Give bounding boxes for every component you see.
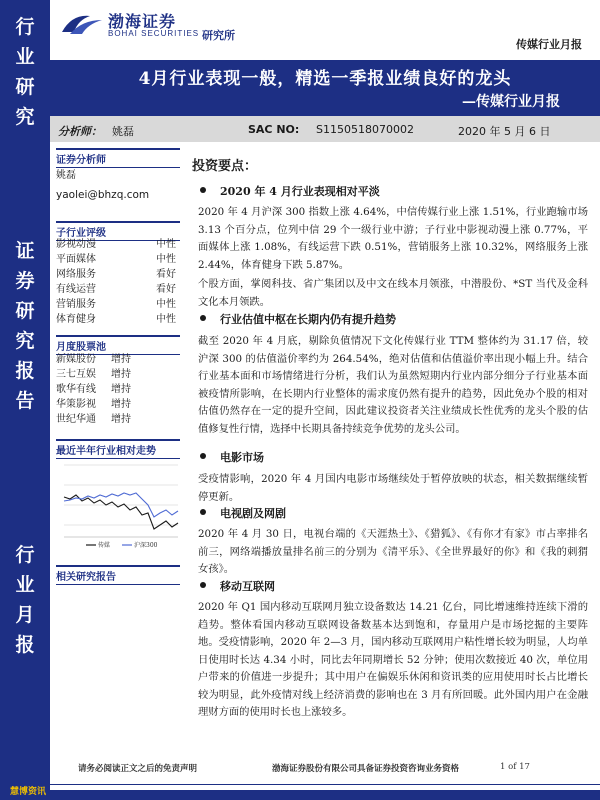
section-heading xyxy=(200,183,380,201)
section-title: 2020 年 4 月行业表现相对平淡 xyxy=(220,185,380,198)
research-dept: 研究所 xyxy=(202,29,235,42)
sidebar-char: 报 xyxy=(15,634,35,656)
rating-row xyxy=(56,237,180,252)
pool-row xyxy=(56,412,180,427)
related-reports-header: 相关研究报告 xyxy=(56,565,180,585)
pool-row xyxy=(56,397,180,412)
report-type: 传媒行业月报 xyxy=(516,38,582,51)
bullet-icon xyxy=(200,315,206,321)
section-heading xyxy=(200,311,396,329)
stock-name: 歌华有线 xyxy=(56,384,96,395)
page-number: 1 of 17 xyxy=(500,762,530,772)
section-heading xyxy=(200,505,286,523)
pool-row xyxy=(56,367,180,382)
rating-row xyxy=(56,267,180,282)
relative-trend-chart xyxy=(56,455,182,551)
sidebar-char: 研 xyxy=(15,76,35,98)
analyst-name: 姚磊 xyxy=(112,125,134,138)
stock-rating: 增持 xyxy=(111,354,131,365)
sidebar-char: 究 xyxy=(15,330,35,352)
page-header xyxy=(50,0,600,60)
paragraph: 个股方面，掌阅科技、省广集团以及中文在线本月领涨，中潜股份、*ST 当代及金科文化本月领跌。 xyxy=(198,278,588,308)
sidebar-char: 告 xyxy=(15,390,35,412)
subsector-name: 营销服务 xyxy=(56,299,96,310)
main-content xyxy=(192,142,594,782)
rating-value: 看好 xyxy=(156,284,176,295)
section-heading xyxy=(200,449,264,467)
sac-number: S1150518070002 xyxy=(316,123,414,136)
stock-rating: 增持 xyxy=(111,369,131,380)
legend-csi300: 沪深300 xyxy=(134,542,158,549)
paragraph: 2020 年 4 月沪深 300 指数上涨 4.64%，中信传媒行业上涨 1.51%，行业跑输市场 3.13 个百分点，位列中信 29 个一级行业中游；子行业中影视动漫上涨 0.77%，平面媒体上涨 1.08%，有线运营下跌 0.51%，营销服务上涨 10.32%，网络服务上涨 2.44%，体育健身下跌 5.87%。 xyxy=(198,206,588,271)
paragraph: 截至 2020 年 4 月底，剔除负值情况下文化传媒行业 TTM 整体约为 31.17 倍，较沪深 300 的估值溢价率约为 264.54%，绝对估值和估值溢价率出现小幅上升。结合行业基本面和市场情绪进行分析，我们认为虽然短期内行业内部分细分子行业基本面被疫情所影响，在长期内行业整体的需求度仍然有提升的趋势，因此免办个股的相对估值仍然存在一定的提升空间，因此建议投资者关注业绩成长性优秀的龙头个股的估值修复性行情，选择中长期具备持续竞争优势的龙头公司。 xyxy=(198,335,588,435)
subsector-name: 体育健身 xyxy=(56,314,96,325)
report-title: 4月行业表现一般，精选一季报业绩良好的龙头 xyxy=(138,69,512,89)
pool-row xyxy=(56,382,180,397)
legend-media: 传媒 xyxy=(98,542,111,549)
bohai-logo-icon xyxy=(60,10,104,38)
analyst-label: 分析师： xyxy=(58,125,102,138)
stock-rating: 增持 xyxy=(111,414,131,425)
rating-value: 看好 xyxy=(156,269,176,280)
section-title: 电影市场 xyxy=(220,451,264,464)
sidebar-char: 究 xyxy=(15,106,35,128)
bullet-icon xyxy=(200,187,206,193)
stock-name: 世纪华通 xyxy=(56,414,96,425)
subsector-name: 影视动漫 xyxy=(56,239,96,250)
subsector-name: 有线运营 xyxy=(56,284,96,295)
subsector-name: 平面媒体 xyxy=(56,254,96,265)
brand-name: 渤海证券 xyxy=(108,12,177,31)
rating-section-header: 子行业评级 xyxy=(56,221,180,241)
bullet-icon xyxy=(200,582,206,588)
bullet-icon xyxy=(200,453,206,459)
rating-row xyxy=(56,252,180,267)
sac-label: SAC NO: xyxy=(248,123,300,136)
section-heading xyxy=(200,578,275,596)
bullet-icon xyxy=(200,509,206,515)
rating-value: 中性 xyxy=(156,254,176,265)
rating-value: 中性 xyxy=(156,299,176,310)
analyst-name-left: 姚磊 xyxy=(56,170,76,181)
rating-row xyxy=(56,282,180,297)
stock-rating: 增持 xyxy=(111,399,131,410)
key-points-heading: 投资要点： xyxy=(192,159,258,174)
brand-name-en: BOHAI SECURITIES xyxy=(108,29,200,38)
report-date: 2020 年 5 月 6 日 xyxy=(458,125,551,138)
stock-pool-header: 月度股票池 xyxy=(56,335,180,355)
company-qualification: 渤海证券股份有限公司具备证券投资咨询业务资格 xyxy=(272,764,460,774)
footer-rule xyxy=(50,784,600,785)
stock-name: 三七互娱 xyxy=(56,369,96,380)
sidebar-char: 月 xyxy=(15,604,35,626)
rating-row xyxy=(56,297,180,312)
stock-name: 华策影视 xyxy=(56,399,96,410)
analyst-email[interactable]: yaolei@bhzq.com xyxy=(56,189,150,201)
footer-bar xyxy=(0,790,600,800)
section-title: 行业估值中枢在长期内仍有提升趋势 xyxy=(220,313,396,326)
trend-chart-header: 最近半年行业相对走势 xyxy=(56,439,180,459)
sidebar-char: 证 xyxy=(15,240,35,262)
report-subtitle: —传媒行业月报 xyxy=(462,94,560,110)
paragraph: 2020 年 4 月 30 日，电视台端的《天涯热土》、《猎狐》、《有你才有家》市占率排名前三，网络端播放量排名前三的分别为《清平乐》、《全世界最好的你》和《我的刺猬女孩》。 xyxy=(198,528,588,575)
left-sidebar xyxy=(0,0,50,790)
pool-row xyxy=(56,352,180,367)
paragraph: 受疫情影响，2020 年 4 月国内电影市场继续处于暂停放映的状态，相关数据继续暂停更新。 xyxy=(198,473,588,503)
section-title: 电视剧及网剧 xyxy=(220,507,286,520)
title-banner xyxy=(50,60,600,116)
rating-value: 中性 xyxy=(156,239,176,250)
subsector-name: 网络服务 xyxy=(56,269,96,280)
analyst-section-header: 证券分析师 xyxy=(56,148,180,168)
watermark-text: 慧博资讯 xyxy=(6,784,50,797)
left-column xyxy=(52,142,182,782)
section-title: 移动互联网 xyxy=(220,580,275,593)
sidebar-industry-research xyxy=(0,12,50,132)
stock-rating: 增持 xyxy=(111,384,131,395)
sidebar-char: 行 xyxy=(15,16,35,38)
info-bar xyxy=(50,116,600,142)
sidebar-char: 报 xyxy=(15,360,35,382)
paragraph: 2020 年 Q1 国内移动互联网月独立设备数达 14.21 亿台，同比增速维持连续下滑的趋势。整体看国内移动互联网设备数基本达到饱和，存量用户是市场挖掘的主要阵地。受疫情影响，2020 年 2—3 月，国内移动互联网用户粘性增长较为明显，人均单日使用时长达 4.34 小时，同比去年同期增长 52 分钟；使用次数接近 40 次，单位用户带来的价值进一步提升；其中用户在偏娱乐休闲和资讯类的应用使用时长占比增长较为明显，此外疫情对线上经济消费的影响也在 3 月有所回暖。此外国内用户在金融理财方面的使用时长也上涨较多。 xyxy=(198,601,588,718)
stock-name: 新媒股份 xyxy=(56,354,96,365)
disclaimer-note[interactable]: 请务必阅读正文之后的免责声明 xyxy=(78,764,198,774)
sidebar-industry-monthly xyxy=(0,540,50,660)
rating-row xyxy=(56,312,180,327)
sidebar-char: 业 xyxy=(15,574,35,596)
sidebar-char: 券 xyxy=(15,270,35,292)
rating-value: 中性 xyxy=(156,314,176,325)
sidebar-char: 研 xyxy=(15,300,35,322)
sidebar-char: 业 xyxy=(15,46,35,68)
stock-pool-table xyxy=(56,352,180,427)
sidebar-securities-report xyxy=(0,236,50,416)
sidebar-char: 行 xyxy=(15,544,35,566)
subsector-rating-table xyxy=(56,237,180,327)
